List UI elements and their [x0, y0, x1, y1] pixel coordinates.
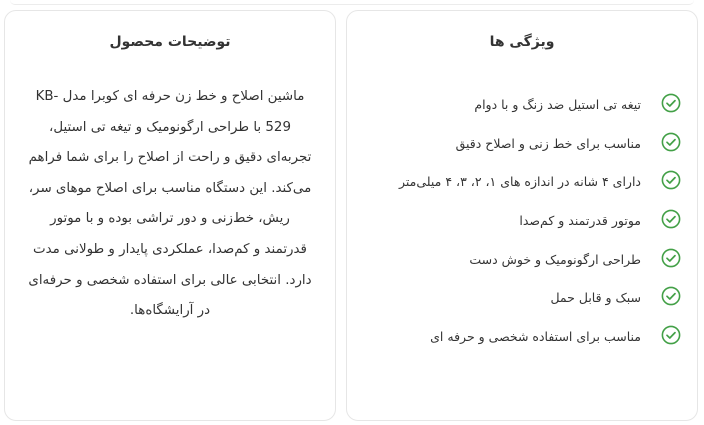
- check-circle-icon: [641, 93, 681, 116]
- features-list: [355, 85, 681, 356]
- description-card: [4, 10, 336, 421]
- features-title: ویژگی ها: [489, 34, 555, 50]
- top-divider: [10, 0, 694, 5]
- check-circle-icon: [641, 170, 681, 193]
- feature-label: مناسب برای خط زنی و اصلاح دقیق: [455, 135, 641, 151]
- check-circle-icon: [641, 286, 681, 309]
- feature-label: موتور قدرتمند و کم‌صدا: [519, 212, 641, 228]
- feature-item: [355, 240, 681, 279]
- feature-item: [355, 278, 681, 317]
- feature-label: دارای ۴ شانه در اندازه های ۱، ۲، ۳، ۴ میلی‌متر: [398, 174, 641, 190]
- description-title: توضیحات محصول: [109, 34, 231, 50]
- description-body: ماشین اصلاح و خط زن حرفه ای کوبرا مدل KB-529 با طراحی ارگونومیک و تیغه تی استیل، تجربه‌ای دقیق و راحت از اصلاح را برای شما فراهم می‌کند. این دستگاه مناسب برای اصلاح موهای سر، ریش، خط‌زنی و دور تراشی بوده و با موتور قدرتمند و کم‌صدا، عملکردی پایدار و طولانی مدت دارد. انتخابی عالی برای استفاده شخصی و حرفه‌ای در آرایشگاه‌ها.: [28, 89, 312, 319]
- feature-label: تیغه تی استیل ضد زنگ و با دوام: [474, 96, 641, 112]
- features-card: [346, 10, 698, 421]
- check-circle-icon: [641, 209, 681, 232]
- feature-item: [355, 317, 681, 356]
- check-circle-icon: [641, 325, 681, 348]
- check-circle-icon: [641, 132, 681, 155]
- feature-label: مناسب برای استفاده شخصی و حرفه ای: [430, 328, 641, 344]
- feature-item: [355, 201, 681, 240]
- feature-label: سبک و قابل حمل: [550, 290, 641, 306]
- check-circle-icon: [641, 248, 681, 271]
- feature-label: طراحی ارگونومیک و خوش دست: [469, 251, 641, 267]
- feature-item: [355, 162, 681, 201]
- feature-item: [355, 124, 681, 163]
- feature-item: [355, 85, 681, 124]
